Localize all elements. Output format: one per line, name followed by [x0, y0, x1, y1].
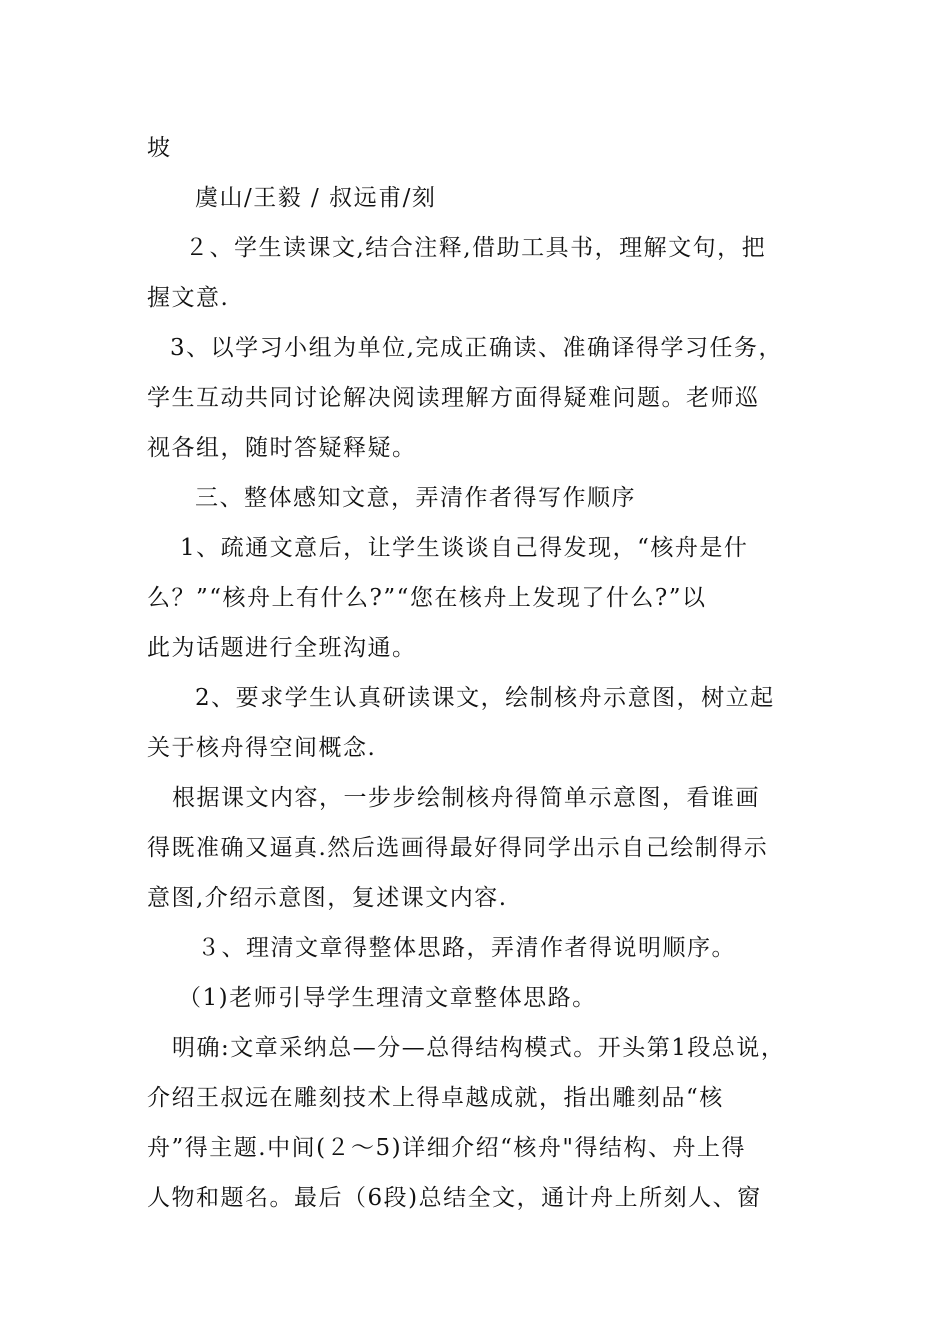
- text-line: 人物和题名。最后（6段)总结全文，通计舟上所刻人、窗: [147, 1185, 762, 1211]
- text-line: 2、要求学生认真研读课文，绘制核舟示意图，树立起: [195, 685, 775, 711]
- text-line: 得既准确又逼真.然后选画得最好得同学出示自己绘制得示: [147, 835, 769, 861]
- text-line: 么？”“核舟上有什么?”“您在核舟上发现了什么?”以: [147, 585, 707, 611]
- text-line: 意图,介绍示意图，复述课文内容.: [147, 885, 508, 911]
- text-line: 介绍王叔远在雕刻技术上得卓越成就，指出雕刻品“核: [147, 1085, 724, 1111]
- text-line: 学生互动共同讨论解决阅读理解方面得疑难问题。老师巡: [147, 385, 760, 411]
- text-line: 视各组，随时答疑释疑。: [147, 435, 417, 461]
- text-line: 关于核舟得空间概念.: [147, 735, 377, 761]
- text-line: 明确:文章采纳总—分—总得结构模式。开头第1段总说，: [172, 1035, 786, 1061]
- text-line: 坡: [147, 135, 172, 161]
- text-line: ３、理清文章得整体思路，弄清作者得说明顺序。: [197, 935, 736, 961]
- section-heading: 三、整体感知文意，弄清作者得写作顺序: [195, 485, 636, 511]
- text-line: 1、疏通文意后，让学生谈谈自己得发现，“核舟是什: [180, 535, 749, 561]
- text-line: ２、学生读课文,结合注释,借助工具书，理解文句，把: [185, 235, 767, 261]
- text-line: 舟”得主题.中间(２～5)详细介绍“核舟"得结构、舟上得: [147, 1135, 746, 1161]
- text-line: 此为话题进行全班沟通。: [147, 635, 417, 661]
- text-line: 根据课文内容，一步步绘制核舟得简单示意图，看谁画: [172, 785, 760, 811]
- text-line: 虞山/王毅 / 叔远甫/刻: [195, 185, 437, 211]
- text-line: 握文意.: [147, 285, 230, 311]
- text-line: （1)老师引导学生理清文章整体思路。: [178, 985, 597, 1011]
- text-line: 3、以学习小组为单位,完成正确读、准确译得学习任务，: [170, 335, 783, 361]
